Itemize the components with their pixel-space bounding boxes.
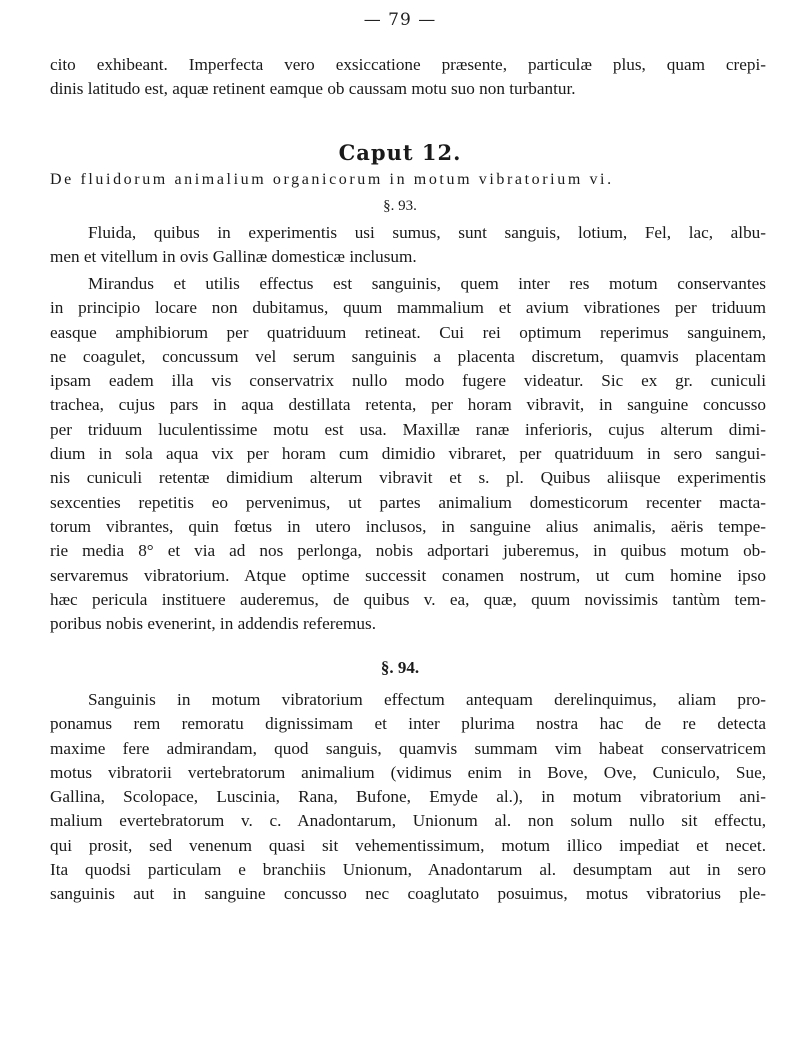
text-line: ne coagulet, concussum vel serum sanguinis a placenta discretum, quamvis placentam — [50, 346, 766, 366]
chapter-subtitle: De fluidorum animalium organicorum in motum vibratorium vi. — [50, 171, 614, 188]
text-line: dium in sola aqua vix per horam cum dimidio vibraret, per quatriduum in sero sangui- — [50, 444, 766, 464]
page-number: — 79 — — [363, 10, 437, 30]
chapter-title: Caput 12. — [338, 140, 462, 165]
text-line: qui prosit, sed venenum quasi sit vehementissimum, motum illico impediat et necet. — [50, 835, 766, 855]
text-line: Gallina, Scolopace, Luscinia, Rana, Bufone, Emyde al.), in motum vibratorium ani- — [50, 787, 766, 807]
text-line: sanguinis aut in sanguine concusso nec coaglutato posuimus, motus vibratorius ple- — [50, 884, 766, 904]
text-line: hæc pericula instituere auderemus, de quibus v. ea, quæ, quum novissimis tantùm tem- — [50, 589, 766, 609]
text-line: cito exhibeant. Imperfecta vero exsiccatione præsente, particulæ plus, quam crepi- — [50, 55, 766, 74]
text-line: easque amphibiorum per quatriduum retineat. Cui rei optimum reperimus sanguinem, — [50, 322, 766, 342]
text-line: Ita quodsi particulam e branchiis Unionum, Anadontarum al. desumptam aut in sero — [50, 860, 766, 880]
text-line: Sanguinis in motum vibratorium effectum antequam derelinquimus, aliam pro- — [88, 690, 766, 709]
text-line: poribus nobis evenerint, in addendis referemus. — [50, 614, 377, 634]
text-line: maxime fere admirandam, quod sanguis, quamvis summam vim habeat conservatricem — [50, 738, 766, 758]
section-93-paragraph-2 — [50, 272, 766, 636]
text-line: malium evertebratorum v. c. Anadontarum, Unionum al. non solum nullo sit effectu, — [50, 811, 766, 831]
text-line: torum vibrantes, quin fœtus in utero inclusos, in sanguine alius animalis, aëris tempe- — [50, 516, 766, 536]
text-line: dinis latitudo est, aquæ retinent eamque ob caussam motu suo non turbantur. — [50, 79, 576, 99]
text-line: ipsam eadem illa vis conservatrix nullo modo fugere videatur. Sic ex gr. cuniculi — [50, 371, 766, 391]
section-93-paragraph-1 — [50, 221, 766, 270]
text-line: in principio locare non dubitamus, quum mammalium et avium vibrationes per triduum — [50, 298, 766, 318]
text-line: nis cuniculi retentæ dimidium alterum vibravit et s. pl. Quibus aliisque experimentis — [50, 468, 766, 488]
text-line: Mirandus et utilis effectus est sanguinis, quem inter res motum conservantes — [88, 274, 766, 293]
section-mark-93: §. 93. — [383, 198, 417, 214]
text-line: trachea, cujus pars in aqua destillata retenta, per horam vibravit, in sanguine concusso — [50, 395, 766, 415]
text-line: servaremus vibratorium. Atque optime successit conamen nostrum, ut cum homine ipso — [50, 565, 766, 585]
section-mark-94: §. 94. — [380, 658, 420, 677]
text-line: per triduum luculentissime motu est usa. Maxillæ ranæ inferioris, cujus alterum dimi- — [50, 419, 766, 439]
text-line: sexcenties repetitis eo pervenimus, ut partes animalium domesticorum recenter macta- — [50, 492, 766, 512]
section-94-paragraph — [50, 688, 766, 907]
text-line: motus vibratorii vertebratorum animalium (vidimus enim in Bove, Ove, Cuniculo, Sue, — [50, 762, 766, 782]
text-line: men et vitellum in ovis Gallinæ domesticæ inclusum. — [50, 247, 417, 267]
text-line: ponamus rem remoratu dignissimam et inter plurima nostra hac de re detecta — [50, 714, 766, 734]
text-line: rie media 8° et via ad nos perlonga, nobis adportari juberemus, in quibus motum ob- — [50, 541, 766, 561]
intro-paragraph — [50, 53, 766, 102]
text-line: Fluida, quibus in experimentis usi sumus, sunt sanguis, lotium, Fel, lac, albu- — [88, 223, 766, 242]
